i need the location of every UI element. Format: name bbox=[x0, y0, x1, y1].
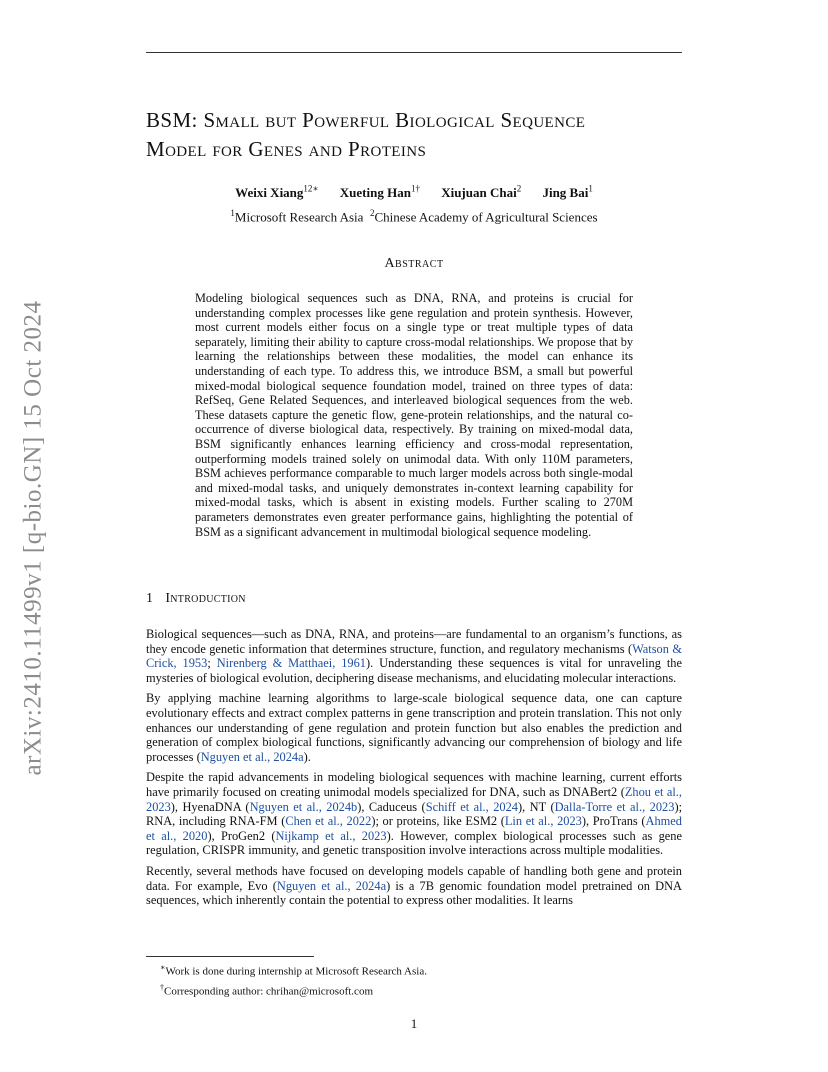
author: Weixi Xiang$^{12∗}$ bbox=[235, 184, 319, 201]
citation-link[interactable]: Lin et al., 2023 bbox=[504, 814, 582, 829]
citation-link[interactable]: Nijkamp et al., 2023 bbox=[275, 828, 387, 843]
affiliation: Chinese Academy of Agricultural Sciences bbox=[374, 209, 598, 225]
section-title: Introduction bbox=[165, 591, 246, 606]
footnote: †Corresponding author: chrihan@microsoft.com bbox=[160, 982, 373, 998]
paragraph: Despite the rapid advancements in modeling biological sequences with machine learning, current efforts have primarily focused on creating unimodal models specialized for DNA, such as DNABert2 (Zhou et al., 2023), HyenaDNA (Nguyen et al., 2024b), Caduceus (Schiff et al., 2024), NT (Dalla-Torre et al., 2023); RNA, including RNA-FM (Chen et al., 2022); or proteins, like ESM2 (Lin et al., 2023), ProTrans (Ahmed et al., 2020), ProGen2 (Nijkamp et al., 2023). However, complex biological processes such as gene regulation, CRISPR immunity, and genetic transposition involve interactions across multiple modalities. bbox=[146, 770, 683, 858]
footnote-rule bbox=[146, 956, 314, 957]
affiliations: $^1$Microsoft Research Asia $^2$Chinese Academy of Agricultural Sciences bbox=[230, 208, 598, 225]
footnotes bbox=[146, 960, 682, 999]
abstract-text: Modeling biological sequences such as DNA, RNA, and proteins is crucial for understanding complex processes like gene regulation and protein synthesis. However, most current models either focus on a single type or treat multiple types of data separately, limiting their ability to capture cross-modal relationships. We propose that by learning the relationships between these modalities, the model can enhance its understanding of each type. To address this, we introduce BSM, a small but powerful mixed-modal biological sequence foundation model, trained on three types of data: RefSeq, Gene Related Sequences, and interleaved biological sequences from the web. These datasets capture the genetic flow, gene-protein relationships, and the natural co-occurrence of diverse biological data, respectively. By training on mixed-modal data, BSM significantly enhances learning efficiency and cross-modal representation, outperforming models trained solely on unimodal data. With only 110M parameters, BSM achieves performance comparable to much larger models across both single-modal and mixed-modal tasks, and uniquely demonstrates in-context learning capability for mixed-modal tasks, which is absent in existing models. Further scaling to 270M parameters demonstrates even greater performance gains, highlighting the potential of BSM as a significant advancement in multimodal biological sequence modeling. bbox=[195, 291, 633, 539]
title-line-2: Model for Genes and Proteins bbox=[146, 137, 427, 161]
footnote: ∗Work is done during internship at Microsoft Research Asia. bbox=[160, 963, 427, 978]
paragraph: Biological sequences—such as DNA, RNA, and proteins—are fundamental to an organism’s functions, as they encode genetic information that determines structure, function, and regulatory mechanisms (Watson & Crick, 1953; Nirenberg & Matthaei, 1961). Understanding these sequences is vital for unraveling the mysteries of biological evolution, deciphering disease mechanisms, and elucidating molecular interactions. bbox=[146, 627, 682, 685]
citation-link[interactable]: Schiff et al., 2024 bbox=[425, 799, 518, 814]
paragraph: By applying machine learning algorithms to large-scale biological sequence data, one can capture evolutionary effects and extract complex patterns in gene transcription and protein translation. This not only enhances our understanding of gene regulation and protein function but also enables the prediction and generation of complex biological functions, significantly advancing our comprehension of biology and life processes (Nguyen et al., 2024a). bbox=[146, 691, 682, 764]
citation-link[interactable]: Nirenberg & Matthaei, 1961 bbox=[216, 656, 366, 671]
citation-link[interactable]: Nguyen et al., 2024b bbox=[249, 799, 358, 814]
author: Jing Bai$^1$ bbox=[542, 184, 593, 201]
affiliation: Microsoft Research Asia bbox=[234, 209, 364, 225]
arxiv-id-text: arXiv:2410.11499v1 [q-bio.GN] 15 Oct 2024 bbox=[20, 300, 48, 776]
page-number: 1 bbox=[410, 1016, 418, 1031]
abstract-heading: Abstract bbox=[384, 256, 444, 271]
author-names bbox=[146, 179, 682, 203]
arxiv-identifier-stamp bbox=[6, 273, 62, 803]
author: Xiujuan Chai$^2$ bbox=[441, 184, 522, 201]
author: Xueting Han$^{1\dagger}$ bbox=[339, 184, 420, 201]
author-block bbox=[146, 179, 682, 228]
top-rule bbox=[146, 52, 682, 53]
section-heading bbox=[146, 591, 246, 607]
section-number: 1 bbox=[146, 591, 154, 606]
citation-link[interactable]: Chen et al., 2022 bbox=[285, 814, 372, 829]
citation-link[interactable]: Nguyen et al., 2024a bbox=[200, 749, 304, 764]
body-text bbox=[146, 627, 682, 914]
paragraph: Recently, several methods have focused on developing models capable of handling both gene and protein data. For example, Evo (Nguyen et al., 2024a) is a 7B genomic foundation model pretrained on DNA sequences, which inherently contain the potential to express other modalities. It learns bbox=[146, 863, 682, 908]
citation-link[interactable]: Watson & Crick, 1953 bbox=[146, 641, 682, 671]
paper-title bbox=[146, 106, 706, 164]
citation-link[interactable]: Nguyen et al., 2024a bbox=[276, 878, 387, 893]
citation-link[interactable]: Ahmed et al., 2020 bbox=[146, 814, 682, 843]
citation-link[interactable]: Dalla-Torre et al., 2023 bbox=[554, 799, 675, 814]
citation-link[interactable]: Zhou et al., 2023 bbox=[146, 784, 682, 814]
title-line-1: BSM: Small but Powerful Biological Sequence bbox=[146, 108, 586, 132]
